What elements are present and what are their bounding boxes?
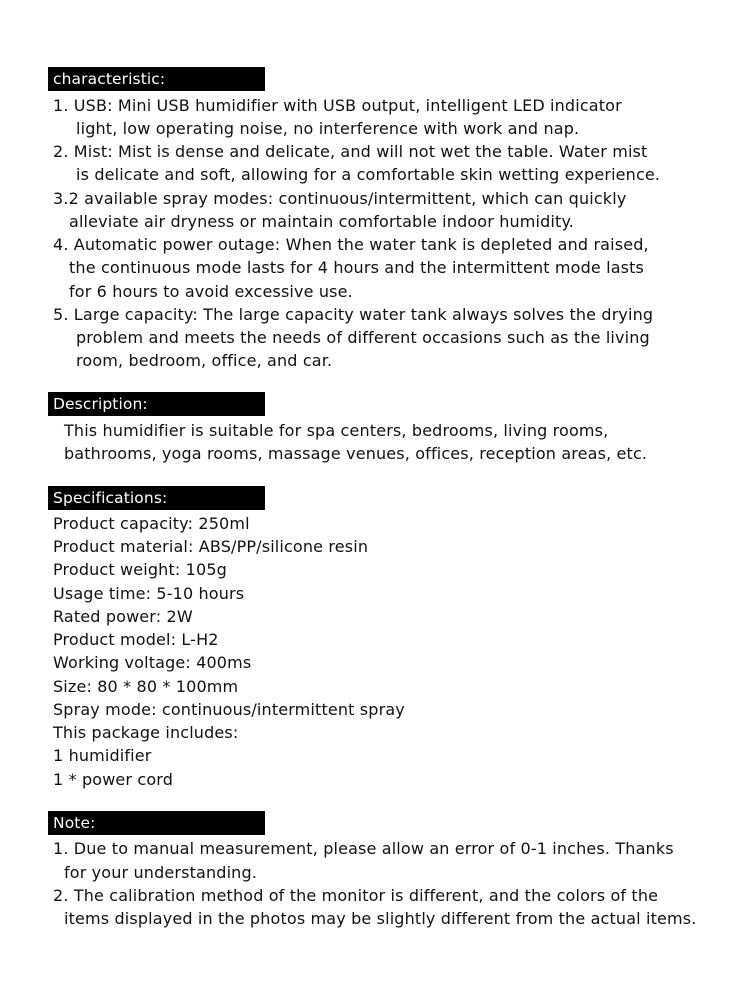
characteristic-header: characteristic: <box>48 67 265 91</box>
spec-line: 1 * power cord <box>53 770 174 789</box>
description-line: bathrooms, yoga rooms, massage venues, offices, reception areas, etc. <box>64 444 648 463</box>
characteristic-line: room, bedroom, office, and car. <box>76 351 333 370</box>
spec-line: Spray mode: continuous/intermittent spray <box>53 700 405 719</box>
spec-line: This package includes: <box>53 723 239 742</box>
note-header: Note: <box>48 811 265 835</box>
spec-line: Size: 80 * 80 * 100mm <box>53 677 239 696</box>
spec-line: Product weight: 105g <box>53 560 227 579</box>
spec-line: Product capacity: 250ml <box>53 514 250 533</box>
spec-line: 1 humidifier <box>53 746 152 765</box>
characteristic-line: alleviate air dryness or maintain comfortable indoor humidity. <box>69 212 575 231</box>
characteristic-line: is delicate and soft, allowing for a comfortable skin wetting experience. <box>76 165 661 184</box>
spec-line: Product model: L-H2 <box>53 630 219 649</box>
characteristic-line: problem and meets the needs of different occasions such as the living <box>76 328 650 347</box>
characteristic-line: the continuous mode lasts for 4 hours and the intermittent mode lasts <box>69 258 645 277</box>
spec-line: Working voltage: 400ms <box>53 653 252 672</box>
spec-line: Usage time: 5-10 hours <box>53 584 245 603</box>
characteristic-line: light, low operating noise, no interference with work and nap. <box>76 119 580 138</box>
characteristic-line: 3.2 available spray modes: continuous/intermittent, which can quickly <box>53 189 627 208</box>
characteristic-line: 2. Mist: Mist is dense and delicate, and will not wet the table. Water mist <box>53 142 648 161</box>
note-line: 1. Due to manual measurement, please allow an error of 0-1 inches. Thanks <box>53 839 674 858</box>
description-line: This humidifier is suitable for spa centers, bedrooms, living rooms, <box>64 421 609 440</box>
characteristic-line: 5. Large capacity: The large capacity water tank always solves the drying <box>53 305 654 324</box>
specifications-header: Specifications: <box>48 486 265 510</box>
spec-line: Rated power: 2W <box>53 607 193 626</box>
characteristic-line: for 6 hours to avoid excessive use. <box>69 282 353 301</box>
characteristic-line: 1. USB: Mini USB humidifier with USB output, intelligent LED indicator <box>53 96 622 115</box>
spec-line: Product material: ABS/PP/silicone resin <box>53 537 369 556</box>
note-line: 2. The calibration method of the monitor is different, and the colors of the <box>53 886 659 905</box>
note-line: items displayed in the photos may be slightly different from the actual items. <box>64 909 697 928</box>
note-line: for your understanding. <box>64 863 257 882</box>
description-header: Description: <box>48 392 265 416</box>
characteristic-line: 4. Automatic power outage: When the water tank is depleted and raised, <box>53 235 649 254</box>
